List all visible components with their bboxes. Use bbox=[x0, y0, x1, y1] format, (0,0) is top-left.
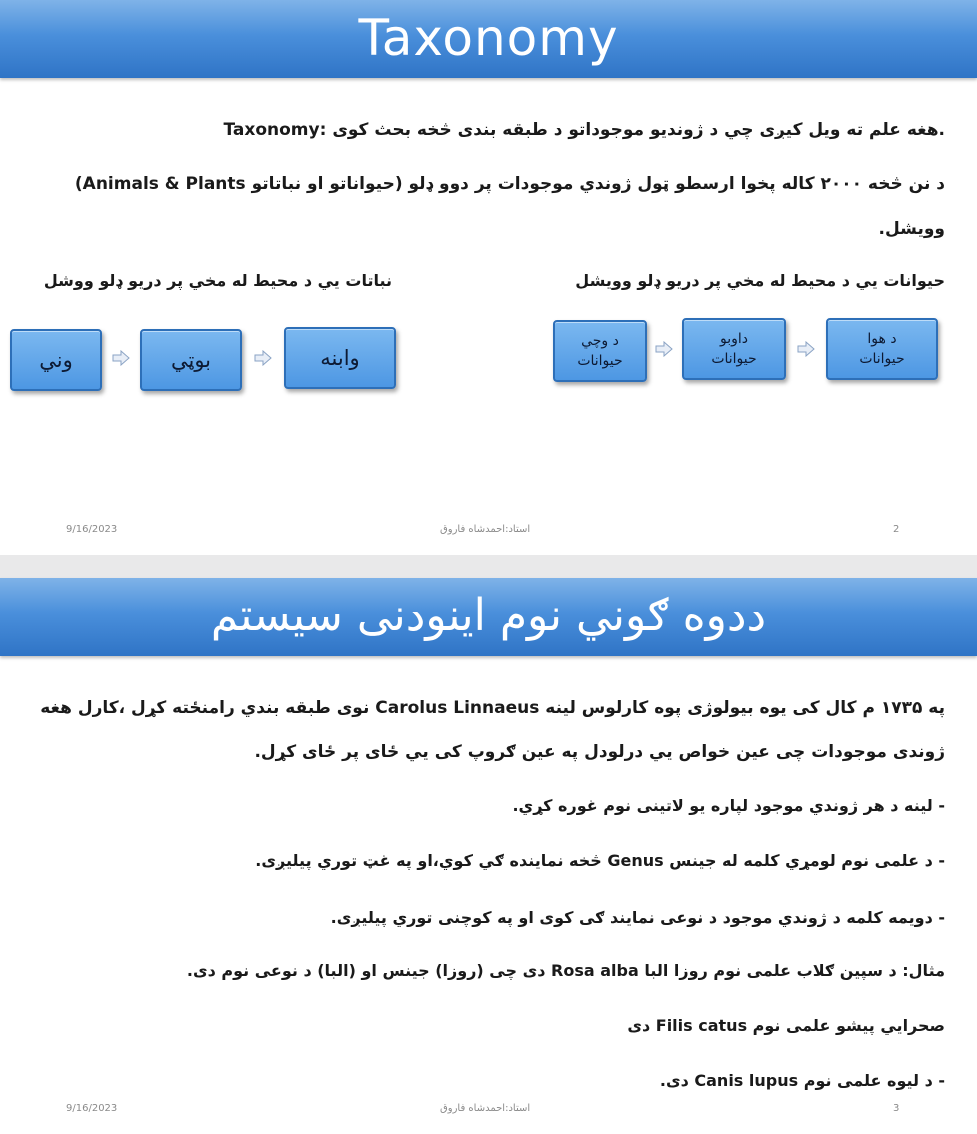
taxonomy-definition: Taxonomy: هغه علم ته ویل کیږی چي د ژوندیو موجوداتو د طبقه بندی څخه بحث کوی. bbox=[223, 120, 945, 140]
box-label: وابنه bbox=[320, 346, 360, 370]
footer-date: 9/16/2023 bbox=[66, 524, 118, 535]
history-line-1: د نن څخه ۲۰۰۰ کاله پخوا ارسطو ټول ژوندي موجودات پر دوو ډلو (حیواناتو او نباتاتو Animals & Plants) bbox=[74, 174, 945, 194]
box-line-1: داوبو bbox=[719, 331, 748, 347]
box-line-1: د وچي bbox=[581, 333, 619, 349]
slide-3 bbox=[0, 578, 977, 1134]
land-animals-box bbox=[553, 320, 647, 382]
slide-title-bar bbox=[0, 578, 977, 656]
arrow-right-icon bbox=[797, 341, 815, 357]
box-label: وني bbox=[39, 348, 73, 372]
box-line-2: حیوانات bbox=[711, 351, 757, 367]
grass-box bbox=[284, 327, 396, 389]
box-label: بوټي bbox=[170, 348, 212, 372]
air-animals-box bbox=[826, 318, 938, 380]
animals-heading: حیوانات يي د محیط له مخي پر دریو ډلو وویشل bbox=[575, 271, 945, 290]
footer-date: 9/16/2023 bbox=[66, 1103, 118, 1114]
slide-2 bbox=[0, 0, 977, 555]
water-animals-box bbox=[682, 318, 786, 380]
example-rose: مثال: د سپین ګلاب علمی نوم روزا البا Rosa alba دی چی (روزا) جینس او (البا) د نوعی نوم دی. bbox=[186, 961, 945, 980]
example-cat: صحرایي پیشو علمی نوم Filis catus دی bbox=[627, 1016, 945, 1035]
history-line-2: وویشل. bbox=[878, 219, 945, 239]
footer-author: استاد:احمدشاه فاروق bbox=[440, 524, 531, 535]
trees-box bbox=[10, 329, 102, 391]
slide-title: Taxonomy bbox=[358, 9, 619, 67]
example-wolf: - د لیوه علمی نوم Canis lupus دی. bbox=[659, 1071, 945, 1090]
arrow-right-icon bbox=[655, 341, 673, 357]
list-item: - دویمه کلمه د ژوندي موجود د نوعی نمایند ګی کوی او په کوچنی توري پیلیږی. bbox=[330, 908, 945, 927]
plants-heading: نباتات يي د محیط له مخي پر دریو ډلو ووشل bbox=[43, 271, 392, 290]
page-number: 2 bbox=[893, 524, 900, 535]
box-line-2: حیوانات bbox=[859, 351, 905, 367]
box-line-1: د هوا bbox=[867, 331, 897, 347]
arrow-right-icon bbox=[112, 350, 130, 366]
box-line-2: حیوانات bbox=[577, 353, 623, 369]
intro-line-1: په ۱۷۳۵ م کال کی یوه بیولوژی پوه کارلوس لینه Carolus Linnaeus نوی طبقه بندي رامنځته کړل ،کارل هغه bbox=[40, 698, 945, 718]
footer-author: استاد:احمدشاه فاروق bbox=[440, 1103, 531, 1114]
arrow-right-icon bbox=[254, 350, 272, 366]
intro-line-2: ژوندی موجودات چی عین خواص يي درلودل په عین ګروپ کی يي ځای پر ځای کړل. bbox=[254, 742, 945, 762]
page-number: 3 bbox=[893, 1103, 900, 1114]
list-item: - د علمی نوم لومړي کلمه له جینس Genus څخه نماینده ګي کوي،او په غټ توري پیلیږی. bbox=[255, 851, 945, 870]
shrubs-box bbox=[140, 329, 242, 391]
slide-title-bar bbox=[0, 0, 977, 78]
list-item: - لینه د هر ژوندي موجود لپاره یو لاتینی نوم غوره کړي. bbox=[512, 796, 945, 815]
slide-title: ددوه ګوني نوم اینودنی سیستم bbox=[210, 590, 767, 641]
